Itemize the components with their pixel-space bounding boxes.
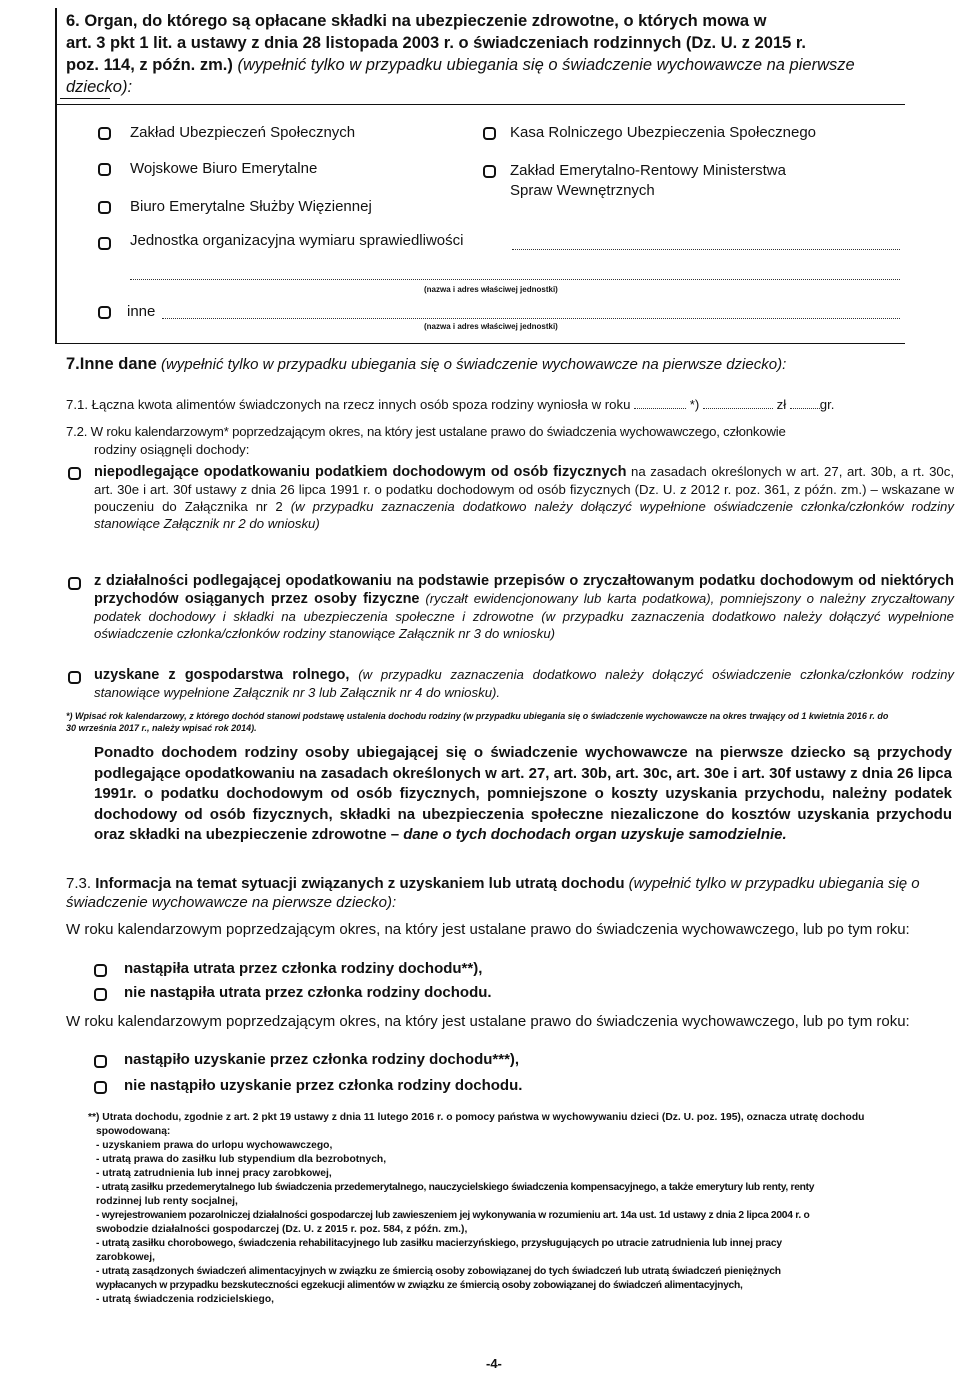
item-7-2-line1: 7.2. W roku kalendarzowym* poprzedzającym okres, na który jest ustalane prawo do świadczenia wychowawczego, członkowie [66,424,786,439]
loss-intro: W roku kalendarzowym poprzedzającym okres, na który jest ustalane prawo do świadczenia wychowawczego, lub po tym roku: [66,921,910,938]
footnote-line: - utratą zasądzonych świadczeń alimentacyjnych w związku ze śmiercią osoby zobowiązanej do tych świadczeń lub utratą świadczeń pieniężnych [96,1266,781,1277]
income-lump-bold: z działalności podlegającej opodatkowaniu na podstawie przepisów o zryczałtowanym podatku dochodowym od niektórych przychodów osiąganych przez osoby fizyczne [94,573,954,607]
footnote-line: **) Utrata dochodu, zgodnie z art. 2 pkt 19 ustawy z dnia 11 lutego 2016 r. o pomocy państwa w wychowywaniu dzieci (Dz. U. poz. 195), oznacza utratę dochodu [88,1112,865,1123]
ponadto-paragraph [94,743,952,846]
checkbox-jednostka[interactable] [98,237,111,250]
ponadto-bold: Ponadto dochodem rodziny osoby ubiegającej się o świadczenie wychowawcze na pierwsze dziecko są przychody podlegające opodatkowaniu na zasadach określonych w art. 27, art. 30b, art. 30c, art. 30e i art. 30f ustawy z dnia 26 lipca 1991r. o podatku dochodowym od osób fizycznych, pomniejszone o koszty uzyskania przychodu, należny podatek dochodowy od osób fizycznych, składki na ubezpieczenia społeczne niezaliczone do kosztów uzyskania przychodu oraz składki na ubezpieczenie zdrowotne – [94,744,952,843]
footnote-line: - wyrejestrowaniem pozarolniczej działalności gospodarczej lub zawieszeniem jej wykonywania w rozumieniu art. 14a ust. 1d ustawy z dnia 2 lipca 2004 r. o [96,1210,810,1221]
income-farm-bold: uzyskane z gospodarstwa rolnego, [94,667,350,683]
income-lump-text [94,572,954,642]
section6-box-bottom [57,343,905,344]
footnote-line: - utratą świadczenia rodzicielskiego, [96,1294,274,1305]
footnote-line: zarobkowej, [96,1252,155,1263]
income-non-taxed-bold: niepodlegające opodatkowaniu podatkiem dochodowym od osób fizycznych [94,464,627,480]
item-7-1-year-field[interactable] [634,408,686,409]
item-7-1-star: *) [686,397,703,412]
page-number: -4- [486,1356,502,1371]
caption-address-2: (nazwa i adres właściwej jednostki) [424,322,558,331]
section6-title-line4: dziecko): [66,78,133,96]
option-wbe-label: Wojskowe Biuro Emerytalne [130,160,318,177]
checkbox-wbe[interactable] [98,163,111,176]
section6-title-line3 [66,54,946,76]
footnote-line: - utratą prawa do zasiłku lub stypendium dla bezrobotnych, [96,1154,387,1165]
footnote-line: rodzinnej lub renty socjalnej, [96,1196,238,1207]
item-7-3-bold: Informacja na temat sytuacji związanych z uzyskaniem lub utratą dochodu [95,875,625,892]
section6-title-italic: (wypełnić tylko w przypadku ubiegania się o świadczenie wychowawcze na pierwsze [232,56,855,74]
loss-yes-label: nastąpiła utrata przez członka rodziny dochodu**), [124,960,483,977]
inne-fill-line[interactable] [162,318,900,319]
checkbox-income-lump[interactable] [68,577,81,590]
checkbox-gain-no[interactable] [94,1081,107,1094]
item-7-1-gr-field[interactable] [790,408,820,409]
footnote-line: swobodzie działalności gospodarczej (Dz. U. z 2015 r. poz. 584, z późn. zm.), [96,1224,468,1235]
gain-no-label: nie nastąpiło uzyskanie przez członka rodziny dochodu. [124,1077,523,1094]
checkbox-inne[interactable] [98,306,111,319]
option-zer-label-line2: Spraw Wewnętrznych [510,182,655,199]
section6-box-border [55,8,57,344]
item-7-3 [66,874,946,912]
footnote-year: *) Wpisać rok kalendarzowy, z którego dochód stanowi podstawę ustalenia dochodu rodziny (w przypadku ubiegania się o świadczenie wychowawcze na okres trwający od 1 kwietnia 2016 r. do 30 września 2017 r., należy wpisać rok 2014). [66,711,889,733]
option-besw-label: Biuro Emerytalne Służby Więziennej [130,198,372,215]
option-krus-label: Kasa Rolniczego Ubezpieczenia Społecznego [510,124,817,141]
income-farm-italic: (w przypadku zaznaczenia dodatkowo należy dołączyć oświadczenie członka/członków rodziny stanowiące wypełnione Załącznik nr 3 lub Załącznik nr 4 do wniosku). [94,667,955,700]
income-lump-italic: (ryczałt ewidencjonowany lub karta podatkowa), pomniejszony o należny zryczałtowany podatek dochodowy i składki na ubezpieczenia społeczne i zdrowotne (w przypadku zaznaczenia dodatkowo należy dołączyć wypełnione oświadczenie członka/członków rodziny stanowiące Załącznik nr 3 do wniosku) [94,591,954,641]
footnote-line: - utratą zatrudnienia lub innej pracy zarobkowej, [96,1168,332,1179]
section6-box-top [57,104,905,105]
checkbox-besw[interactable] [98,201,111,214]
dziecko-underline [60,98,110,99]
checkbox-zus[interactable] [98,127,111,140]
checkbox-loss-yes[interactable] [94,964,107,977]
item-7-1-zl-field[interactable] [703,408,773,409]
section6-title [66,10,946,98]
income-non-taxed-text [94,463,954,532]
item-7-1-zl: zł [772,397,790,412]
item-7-3-italic: (wypełnić tylko w przypadku ubiegania się o świadczenie wychowawcze na pierwsze dziecko): [66,875,920,911]
checkbox-loss-no[interactable] [94,988,107,1001]
item-7-3-num: 7.3. [66,875,96,892]
footnote-line: - uzyskaniem prawa do urlopu wychowawczego, [96,1140,333,1151]
footnote-line: - utratą zasiłku chorobowego, świadczenia rehabilitacyjnego lub zasiłku macierzyńskiego, przysługujących po utracie zatrudnienia lub innej pracy [96,1238,782,1249]
item-7-2-line2: rodziny osiągnęli dochody: [94,442,250,457]
gain-intro: W roku kalendarzowym poprzedzającym okres, na który jest ustalane prawo do świadczenia wychowawczego, lub po tym roku: [66,1013,910,1030]
section7-title [66,355,786,374]
footnote-line: wypłacanych w przypadku bezskuteczności egzekucji alimentów w związku ze śmiercią osoby zobowiązanej do świadczeń alimentacyjnych, [96,1280,743,1291]
option-inne-label: inne [127,303,156,320]
checkbox-income-farm[interactable] [68,671,81,684]
income-non-taxed-italic: (w przypadku zaznaczenia dodatkowo należy dołączyć wypełnione oświadczenie członka/członków rodziny stanowiące Załącznik nr 2 do wniosku) [94,499,954,531]
footnotes-block [88,1111,948,1307]
item-7-1-text: 7.1. Łączna kwota alimentów świadczonych na rzecz innych osób spoza rodziny wyniosła w roku [66,397,635,412]
checkbox-zer[interactable] [483,165,496,178]
jednostka-fill-line[interactable] [512,249,900,250]
item-7-1 [66,396,834,413]
checkbox-krus[interactable] [483,127,496,140]
caption-address-1: (nazwa i adres właściwej jednostki) [424,285,558,294]
jednostka-fill-line-2[interactable] [130,279,900,280]
income-farm-text [94,666,954,701]
section7-title-italic: (wypełnić tylko w przypadku ubiegania się o świadczenie wychowawcze na pierwsze dziecko): [156,356,787,373]
footnote-line: - utratą zasiłku przedemerytalnego lub świadczenia przedemerytalnego, nauczycielskiego świadczenia kompensacyjnego, a także emerytury lub renty, renty [96,1182,815,1193]
option-jednostka-label: Jednostka organizacyjna wymiaru sprawiedliwości [130,232,464,249]
section6-title-bold: poz. 114, z późn. zm.) [66,56,233,74]
checkbox-gain-yes[interactable] [94,1055,107,1068]
income-non-taxed-rest: na zasadach określonych w art. 27, art. 30b, a rt. 30c, art. 30e i art. 30f ustawy z dnia 26 lipca 1991 r. o podatku dochodowym od osób fizycznych (Dz. U. z 2012 r. poz. 361, z późn. zm.) – wskazane w pouczeniu do Załącznika nr 2 [94,464,954,514]
loss-no-label: nie nastąpiła utrata przez członka rodziny dochodu. [124,984,492,1001]
gain-yes-label: nastąpiło uzyskanie przez członka rodziny dochodu***), [124,1051,520,1068]
section6-title-line1: 6. Organ, do którego są opłacane składki na ubezpieczenie zdrowotne, o których mowa w [66,12,767,30]
option-zer-label-line1: Zakład Emerytalno-Rentowy Ministerstwa [510,162,786,179]
footnote-line: spowodowaną: [96,1126,171,1137]
option-zus-label: Zakład Ubezpieczeń Społecznych [130,124,356,141]
section6-title-line2: art. 3 pkt 1 lit. a ustawy z dnia 28 listopada 2003 r. o świadczeniach rodzinnych (Dz. U. z 2015 r. [66,34,807,52]
item-7-1-gr: gr. [819,397,835,412]
section7-title-bold: 7.Inne dane [66,355,157,373]
checkbox-income-non-taxed[interactable] [68,467,81,480]
ponadto-italic: dane o tych dochodach organ uzyskuje samodzielnie. [403,826,787,843]
